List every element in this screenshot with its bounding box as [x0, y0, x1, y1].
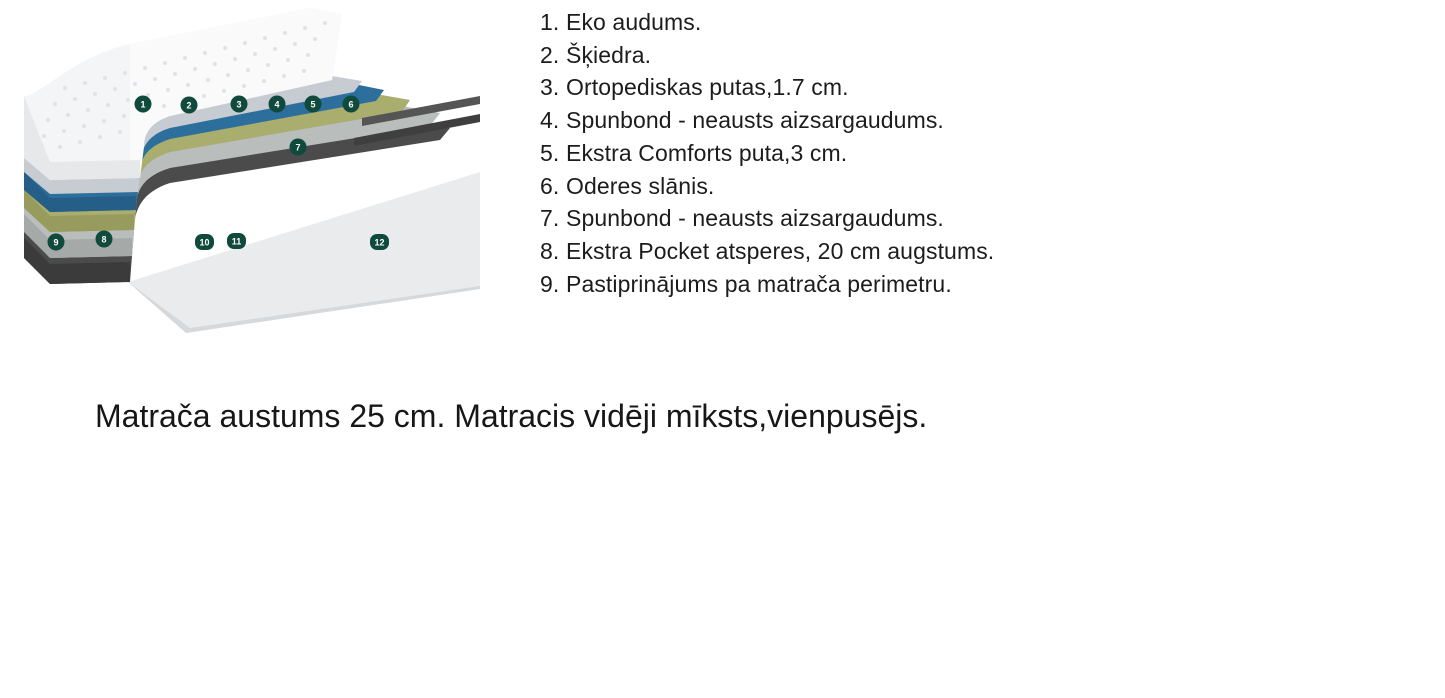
callout-badge — [231, 96, 248, 113]
callout-badge — [305, 96, 322, 113]
list-item — [540, 235, 1260, 268]
list-item — [540, 137, 1260, 170]
list-item-number: 9. — [540, 270, 560, 297]
list-item — [540, 71, 1260, 104]
list-item-label: Spunbond - neausts aizsargaudums. — [566, 205, 944, 232]
list-item-number: 8. — [540, 237, 560, 264]
svg-text:1: 1 — [140, 99, 146, 110]
svg-text:9: 9 — [53, 237, 59, 248]
list-item-number: 7. — [540, 205, 560, 232]
svg-text:4: 4 — [274, 99, 280, 110]
mattress-cutaway-illustration — [10, 0, 510, 345]
mattress-summary-caption: Matrača austums 25 cm. Matracis vidēji mīksts,vienpusējs. — [95, 398, 928, 434]
callout-badge — [48, 234, 65, 251]
callout-badge — [269, 96, 286, 113]
svg-text:3: 3 — [236, 99, 242, 110]
list-item-number: 1. — [540, 9, 560, 35]
list-item-number: 4. — [540, 107, 560, 134]
callout-badge — [343, 96, 360, 113]
list-item-label: Pastiprinājums pa matrača perimetru. — [566, 270, 952, 297]
list-item — [540, 202, 1260, 235]
svg-text:2: 2 — [186, 100, 192, 111]
layer-legend-list — [540, 6, 1260, 300]
list-item — [540, 6, 1260, 39]
list-item-label: Ortopediskas putas,1.7 cm. — [566, 74, 849, 101]
callout-badge — [195, 234, 214, 250]
mattress-layers-diagram — [10, 0, 510, 345]
list-item — [540, 39, 1260, 72]
svg-text:11: 11 — [231, 236, 242, 247]
svg-text:5: 5 — [310, 99, 316, 110]
svg-text:12: 12 — [374, 237, 385, 248]
list-item — [540, 170, 1260, 203]
list-item-number: 3. — [540, 74, 560, 101]
list-item-label: Šķiedra. — [566, 41, 652, 68]
callout-badge — [290, 139, 307, 156]
svg-text:7: 7 — [295, 142, 301, 153]
list-item-number: 2. — [540, 41, 560, 68]
list-item-label: Ekstra Comforts puta,3 cm. — [566, 139, 848, 166]
svg-text:6: 6 — [348, 99, 354, 110]
list-item — [540, 104, 1260, 137]
svg-text:8: 8 — [101, 234, 107, 245]
list-item-number: 6. — [540, 172, 560, 199]
list-item-label: Ekstra Pocket atsperes, 20 cm augstums. — [566, 237, 995, 264]
list-item-number: 5. — [540, 139, 560, 166]
callout-badge — [370, 234, 389, 250]
callout-badge — [135, 96, 152, 113]
svg-text:10: 10 — [199, 237, 210, 248]
callout-badge — [96, 231, 113, 248]
list-item-label: Spunbond - neausts aizsargaudums. — [566, 107, 944, 134]
list-item-label: Oderes slānis. — [566, 172, 715, 199]
base-panel-layer — [128, 172, 480, 333]
callout-badge — [227, 233, 246, 249]
callout-badge — [181, 97, 198, 114]
list-item — [540, 268, 1260, 301]
list-item-label: Eko audums. — [566, 9, 702, 35]
